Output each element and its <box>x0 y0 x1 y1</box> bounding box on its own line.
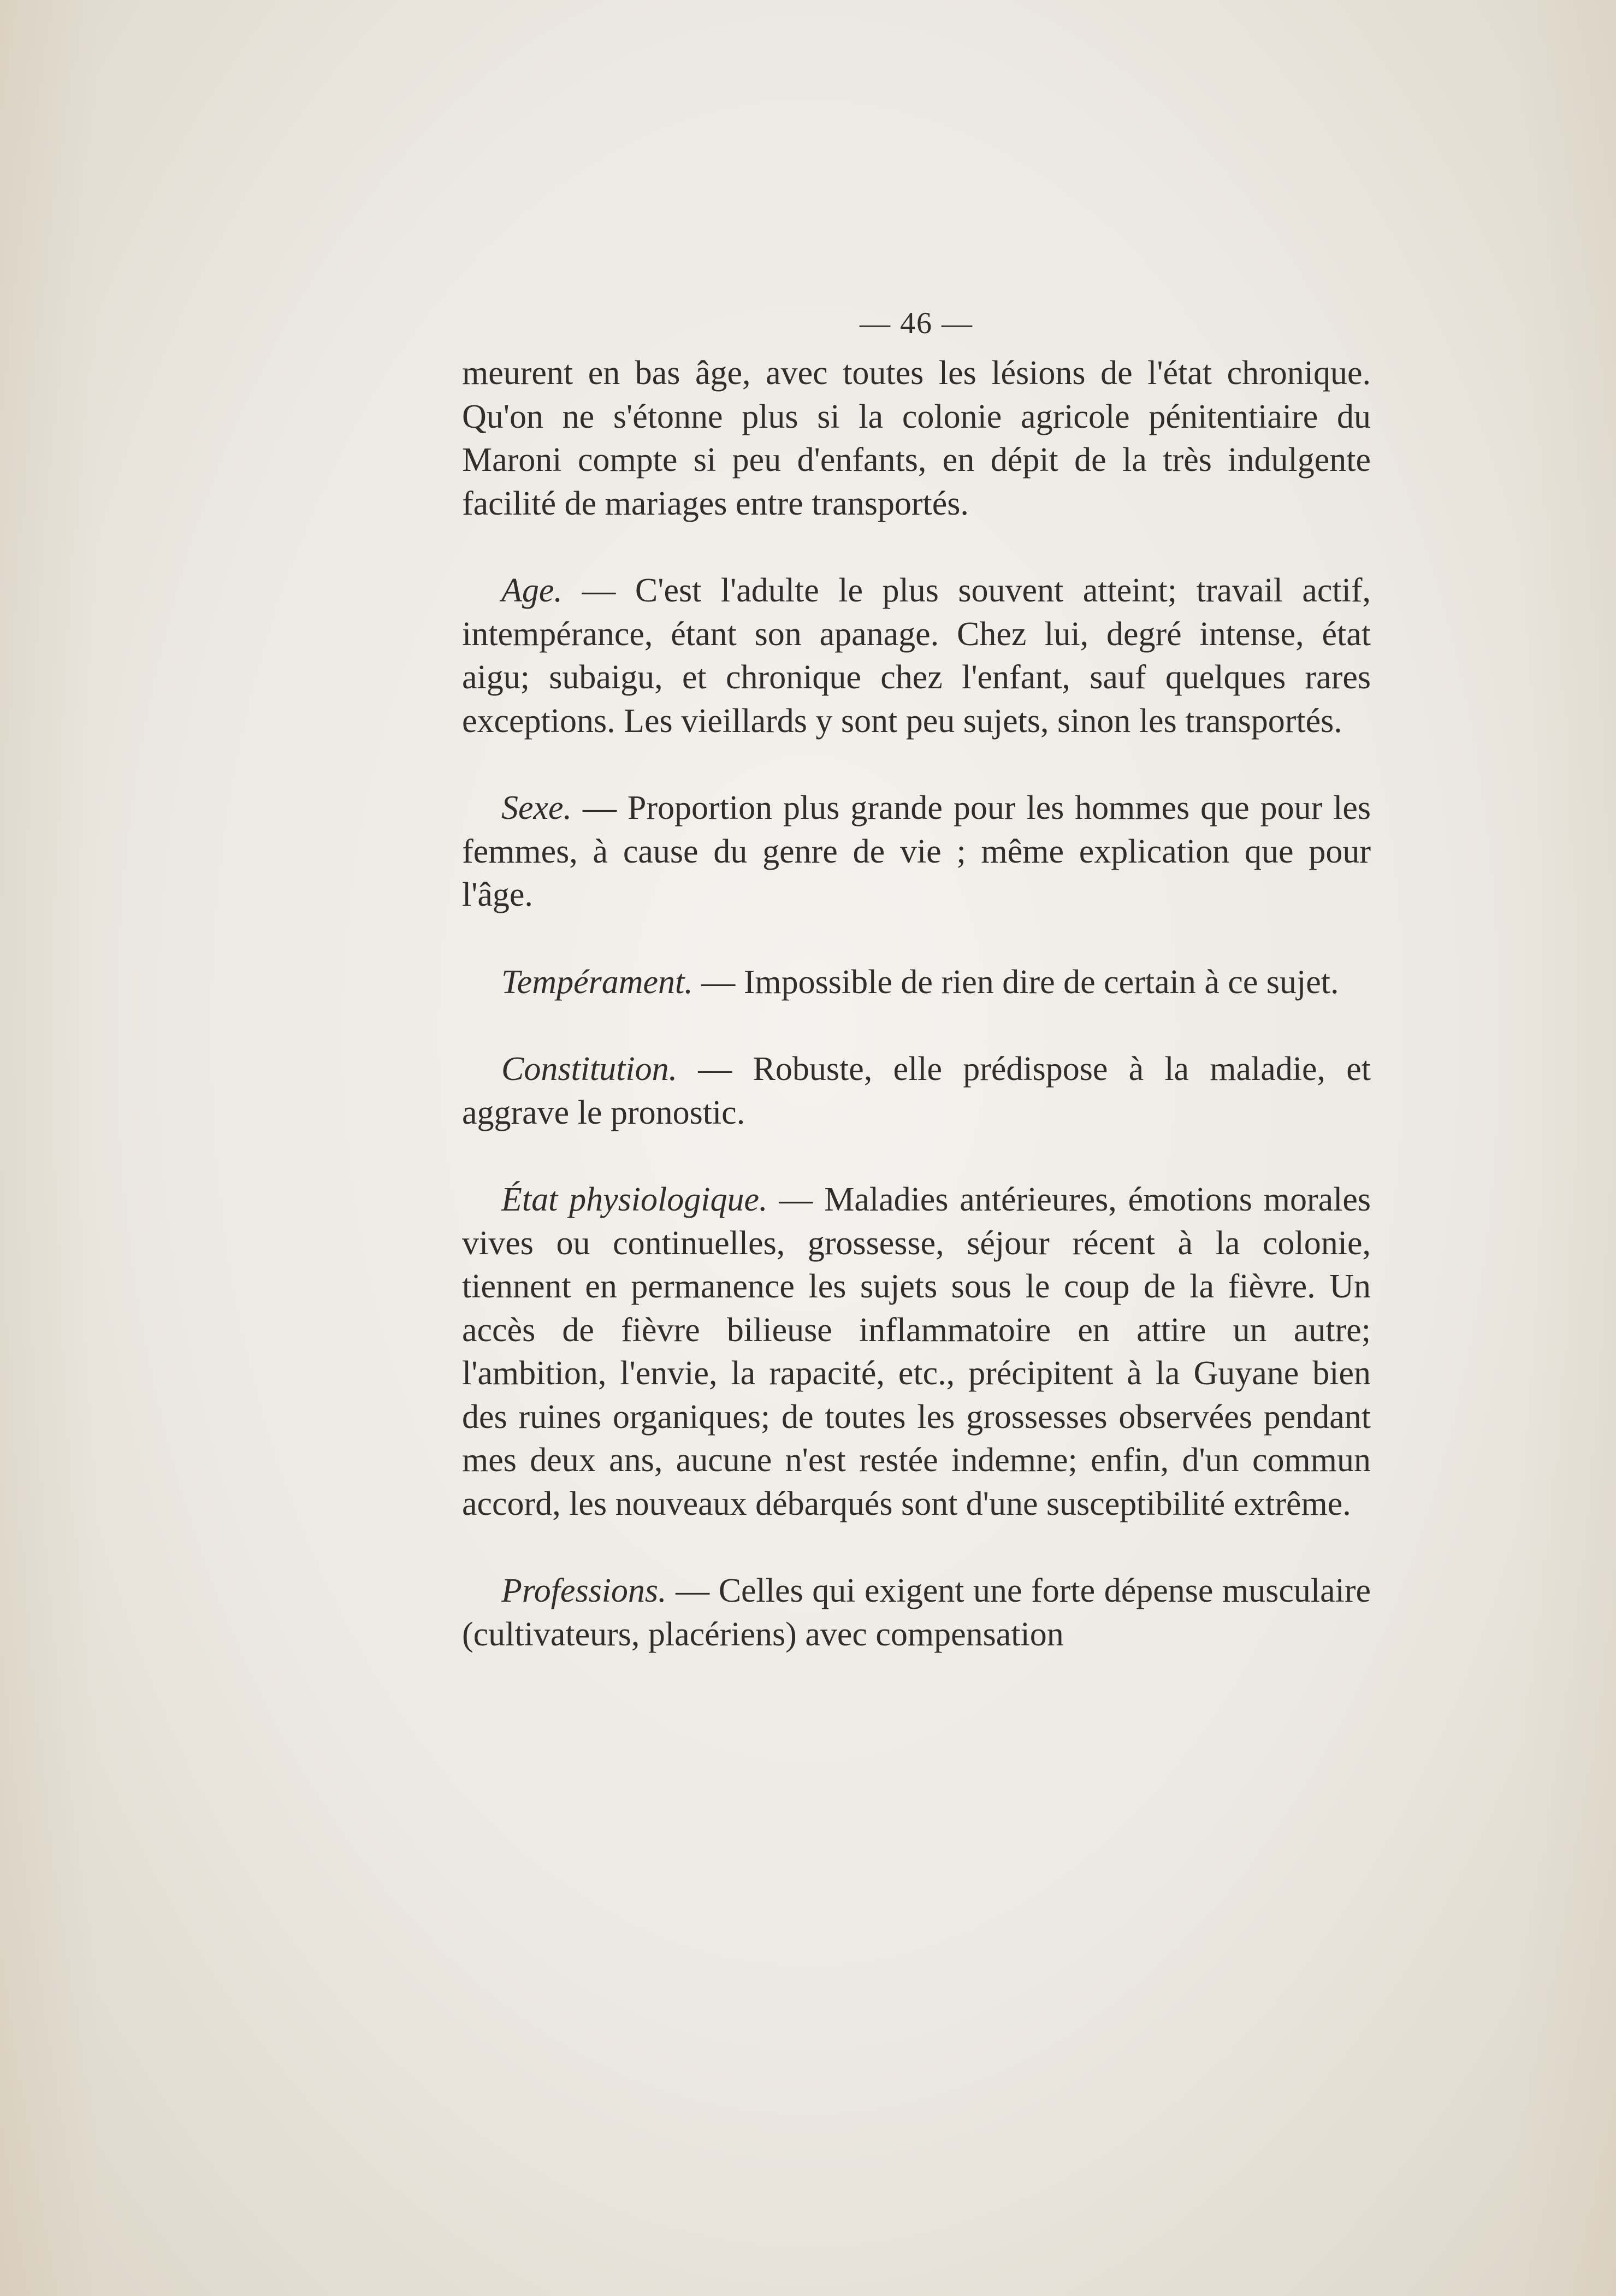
paragraph-continuation <box>462 352 1371 526</box>
paragraph-heading: Age. <box>501 572 563 609</box>
paragraph-text: — C'est l'adulte le plus souvent atteint; travail actif, intempérance, étant son apanage. Chez lui, degré intense, état aigu; subaigu, et chronique chez l'enfant, sauf quelques rares exceptions. Les vieillards y sont peu sujets, sinon les transportés. <box>462 572 1371 740</box>
paragraph-text: — Maladies antérieures, émotions morales vives ou continuelles, grossesse, séjour récent à la colonie, tiennent en permanence les sujets sous le coup de la fièvre. Un accès de fièvre bilieuse inflammatoire en attire un autre; l'ambition, l'envie, la rapacité, etc., précipitent à la Guyane bien des ruines organiques; de toutes les grossesses observées pendant mes deux ans, aucune n'est restée indemne; enfin, d'un commun accord, les nouveaux débarqués sont d'une susceptibilité extrême. <box>462 1181 1371 1522</box>
page-number: — 46 — <box>860 306 973 340</box>
paragraph-heading: Sexe. <box>501 789 572 827</box>
paragraph-age <box>462 569 1371 743</box>
paragraph-text: — Impossible de rien dire de certain à ce sujet. <box>692 963 1339 1001</box>
paragraph-sexe <box>462 787 1371 917</box>
paragraph-professions <box>462 1569 1371 1656</box>
paragraph-temperament <box>462 961 1371 1005</box>
paragraph-text: — Celles qui exigent une forte dépense musculaire (cultivateurs, placériens) avec compensation <box>462 1572 1371 1653</box>
paragraph-text: — Robuste, elle prédispose à la maladie, et aggrave le pronostic. <box>462 1050 1371 1131</box>
paragraph-heading: Tempérament. <box>501 963 693 1001</box>
paragraph-heading: Constitution. <box>501 1050 678 1088</box>
paragraph-heading: Professions. <box>501 1572 667 1609</box>
paragraph-text: — Proportion plus grande pour les hommes que pour les femmes, à cause du genre de vie ; même explication que pour l'âge. <box>462 789 1371 913</box>
paragraph-text: meurent en bas âge, avec toutes les lésions de l'état chronique. Qu'on ne s'étonne plus si la colonie agricole pénitentiaire du Maroni compte si peu d'enfants, en dépit de la très indulgente facilité de mariages entre transportés. <box>462 355 1371 522</box>
paragraph-heading: État physiologique. <box>501 1181 768 1218</box>
paragraph-constitution <box>462 1048 1371 1135</box>
page-body <box>462 306 1371 1656</box>
paragraph-etat-physiologique <box>462 1178 1371 1526</box>
